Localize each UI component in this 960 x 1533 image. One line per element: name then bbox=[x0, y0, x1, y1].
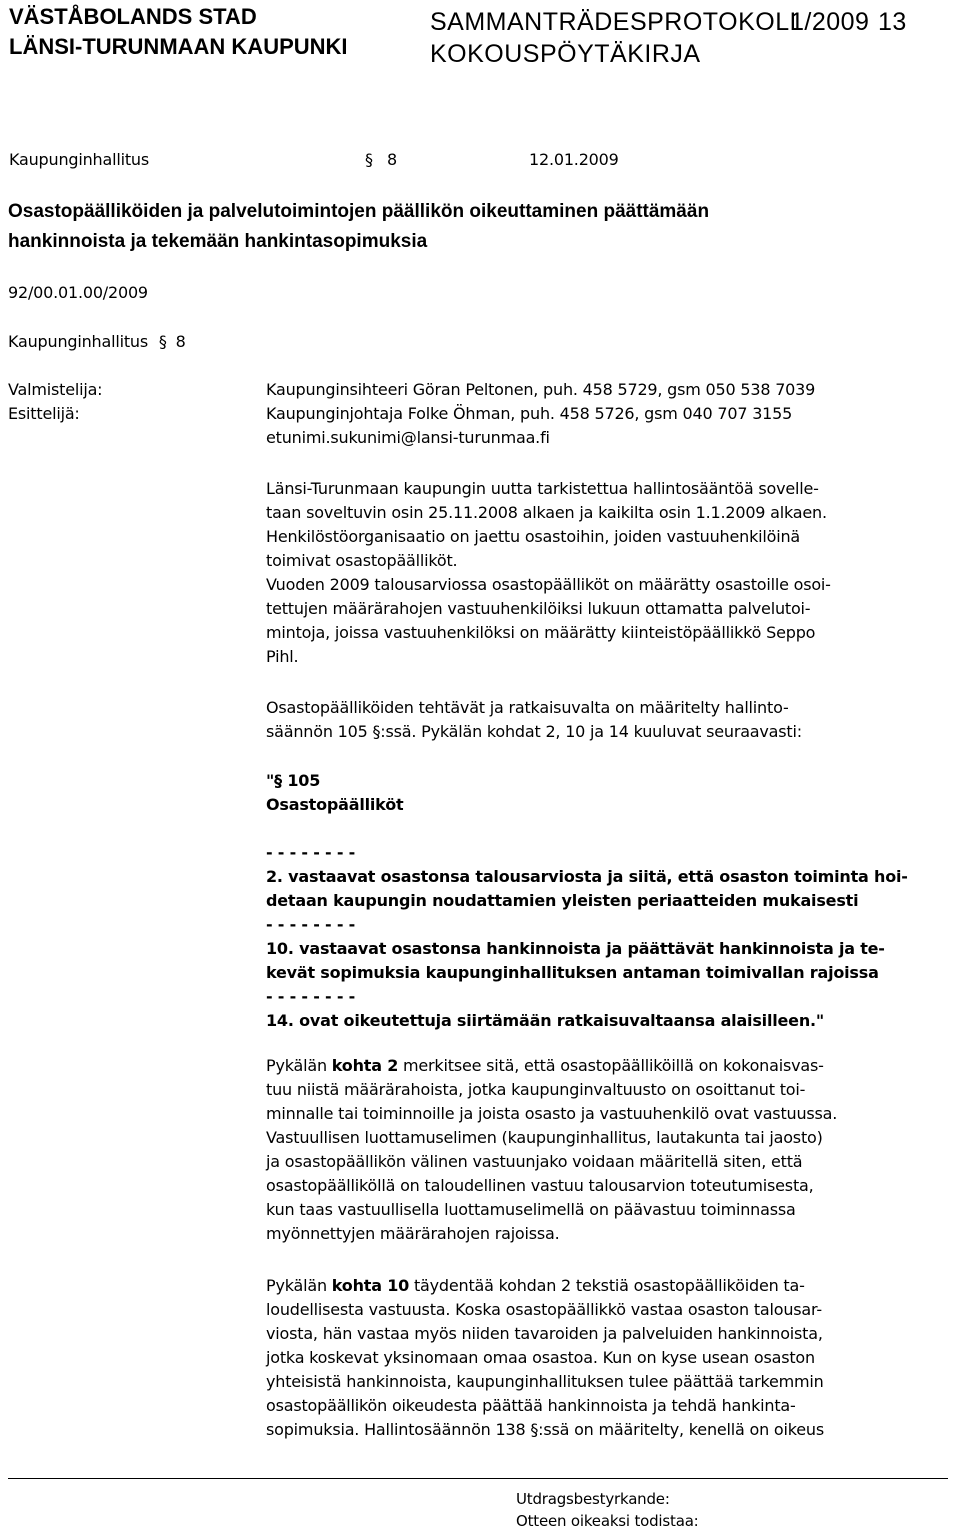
text-run: säännön 105 bbox=[266, 722, 373, 741]
text-run: täydentää kohdan 2 tekstiä osastopäälliköiden ta- bbox=[409, 1276, 805, 1295]
quoted-items bbox=[266, 841, 946, 1033]
quote-item-14: 14. ovat oikeutettuja siirtämään ratkaisuvaltaansa alaisilleen." bbox=[266, 1011, 825, 1030]
quoted-section bbox=[266, 769, 946, 817]
text-run: merkitsee sitä, että osastopäälliköillä on kokonaisvas- bbox=[398, 1056, 824, 1075]
preparer-value: Kaupunginsihteeri Göran Peltonen, puh. 458 5729, gsm 050 538 7039 bbox=[266, 380, 816, 399]
paragraph-line: taan soveltuvin osin 25.11.2008 alkaen ja kaikilta osin 1.1.2009 alkaen. bbox=[266, 503, 827, 522]
emphasis: kohta 2 bbox=[331, 1056, 399, 1075]
paragraph-line: Pihl. bbox=[266, 647, 299, 666]
preparer-label: Valmistelija: bbox=[8, 380, 103, 399]
paragraph-line: osastopäällikön oikeudesta päättää hankinnoista ja tehdä hankinta- bbox=[266, 1396, 796, 1415]
text-run: :ssä on määritelty, kenellä on oikeus bbox=[538, 1420, 824, 1439]
paragraph-line: loudellisesta vastuusta. Koska osastopäällikkö vastaa osaston talousar- bbox=[266, 1300, 822, 1319]
paragraph-line: mintoja, joissa vastuuhenkilöksi on määrätty kiinteistöpäällikkö Seppo bbox=[266, 623, 816, 642]
quote-item-10-line: kevät sopimuksia kaupunginhallituksen antaman toimivallan rajoissa bbox=[266, 963, 879, 982]
paragraph-line: tuu niistä määrärahoista, jotka kaupunginvaltuusto on osoittanut toi- bbox=[266, 1080, 806, 1099]
paragraph-regulation bbox=[266, 696, 946, 744]
paragraph-line: Henkilöstöorganisaatio on jaettu osastoihin, joiden vastuuhenkilöinä bbox=[266, 527, 801, 546]
certified-label: Otteen oikeaksi todistaa: bbox=[516, 1512, 699, 1530]
paragraph-line bbox=[266, 720, 946, 744]
paragraph-line: kun taas vastuullisella luottamuselimellä on päävastuu toiminnassa bbox=[266, 1200, 796, 1219]
quote-heading: Osastopäälliköt bbox=[266, 795, 404, 814]
paragraph-point-10 bbox=[266, 1274, 946, 1442]
text-run: Pykälän bbox=[266, 1056, 332, 1075]
page-number: 13 bbox=[878, 8, 907, 36]
paragraph-line: Länsi-Turunmaan kaupungin uutta tarkistettua hallintosääntöä sovelle- bbox=[266, 479, 819, 498]
quote-item-2-line: 2. vastaavat osastonsa talousarviosta ja siitä, että osaston toiminta hoi- bbox=[266, 867, 908, 886]
doc-number: 1/2009 bbox=[790, 8, 870, 36]
board-section-number: 8 bbox=[175, 332, 186, 351]
paragraph-line: yhteisistä hankinnoista, kaupunginhallituksen tulee päättää tarkemmin bbox=[266, 1372, 824, 1391]
quote-heading-number bbox=[266, 769, 946, 793]
section-mark: § bbox=[372, 722, 381, 741]
paragraph-line: viosta, hän vastaa myös niiden tavaroiden ja palveluiden hankinnoista, bbox=[266, 1324, 823, 1343]
emphasis: kohta 10 bbox=[331, 1276, 410, 1295]
board-section-mark: § bbox=[158, 332, 167, 351]
footer-rule bbox=[8, 1478, 948, 1479]
board-name: Kaupunginhallitus bbox=[8, 332, 148, 351]
quote-open-mark: " bbox=[266, 771, 275, 790]
paragraph-line: toimivat osastopäälliköt. bbox=[266, 551, 458, 570]
quote-item-2-line: detaan kaupungin noudattamien yleisten periaatteiden mukaisesti bbox=[266, 891, 859, 910]
meeting-date: 12.01.2009 bbox=[529, 150, 619, 169]
paragraph-line: myönnettyjen määrärahojen rajoissa. bbox=[266, 1224, 560, 1243]
board-reference bbox=[8, 330, 186, 354]
paragraph-line bbox=[266, 1418, 946, 1442]
paragraph-point-2 bbox=[266, 1054, 946, 1246]
text-run: Pykälän bbox=[266, 1276, 332, 1295]
separator: - - - - - - - - bbox=[266, 987, 356, 1006]
section-mark: § bbox=[365, 150, 373, 169]
section-mark: § bbox=[274, 771, 282, 790]
paragraph-line: Vuoden 2009 talousarviossa osastopäälliköt on määrätty osastoille osoi- bbox=[266, 575, 831, 594]
case-number: 92/00.01.00/2009 bbox=[8, 283, 148, 302]
paragraph-line: osastopäälliköllä on taloudellinen vastuu talousarvion toteutumisesta, bbox=[266, 1176, 814, 1195]
text-run: :ssä. Pykälän kohdat 2, 10 ja 14 kuuluvat seuraavasti: bbox=[380, 722, 802, 741]
meeting-body: Kaupunginhallitus bbox=[9, 150, 149, 169]
text-run: sopimuksia. Hallintosäännön 138 bbox=[266, 1420, 531, 1439]
paragraph-line: Osastopäälliköiden tehtävät ja ratkaisuvalta on määritelty hallinto- bbox=[266, 698, 789, 717]
paragraph-line: tettujen määrärahojen vastuuhenkilöiksi lukuun ottamatta palvelutoi- bbox=[266, 599, 811, 618]
extract-label: Utdragsbestyrkande: bbox=[516, 1490, 670, 1508]
separator: - - - - - - - - bbox=[266, 843, 356, 862]
presenter-value: Kaupunginjohtaja Folke Öhman, puh. 458 5726, gsm 040 707 3155 bbox=[266, 404, 793, 423]
agenda-title-line-1: Osastopäälliköiden ja palvelutoimintojen päällikön oikeuttaminen päättämään bbox=[8, 201, 710, 222]
org-name-swedish: VÄSTÅBOLANDS STAD bbox=[9, 4, 257, 29]
separator: - - - - - - - - bbox=[266, 915, 356, 934]
paragraph-line bbox=[266, 1054, 946, 1078]
paragraph-background bbox=[266, 477, 946, 669]
quote-item-10-line: 10. vastaavat osastonsa hankinnoista ja päättävät hankinnoista ja te- bbox=[266, 939, 885, 958]
agenda-title-line-2: hankinnoista ja tekemään hankintasopimuksia bbox=[8, 231, 428, 252]
email-pattern: etunimi.sukunimi@lansi-turunmaa.fi bbox=[266, 428, 550, 447]
presenter-label: Esittelijä: bbox=[8, 404, 80, 423]
section-mark: § bbox=[530, 1420, 539, 1439]
paragraph-line: minnalle tai toiminnoille ja joista osasto ja vastuuhenkilö ovat vastuussa. bbox=[266, 1104, 838, 1123]
paragraph-line: Vastuullisen luottamuselimen (kaupunginhallitus, lautakunta tai jaosto) bbox=[266, 1128, 823, 1147]
paragraph-line: jotka koskevat yksinomaan omaa osastoa. Kun on kyse usean osaston bbox=[266, 1348, 815, 1367]
doc-type-finnish: KOKOUSPÖYTÄKIRJA bbox=[430, 40, 701, 68]
doc-type-swedish: SAMMANTRÄDESPROTOKOLL bbox=[430, 8, 805, 36]
section-number: 8 bbox=[387, 150, 397, 169]
org-name-finnish: LÄNSI-TURUNMAAN KAUPUNKI bbox=[9, 34, 348, 59]
paragraph-line bbox=[266, 1274, 946, 1298]
quote-section-number: 105 bbox=[287, 771, 321, 790]
paragraph-line: ja osastopäällikön välinen vastuunjako voidaan määritellä siten, että bbox=[266, 1152, 803, 1171]
